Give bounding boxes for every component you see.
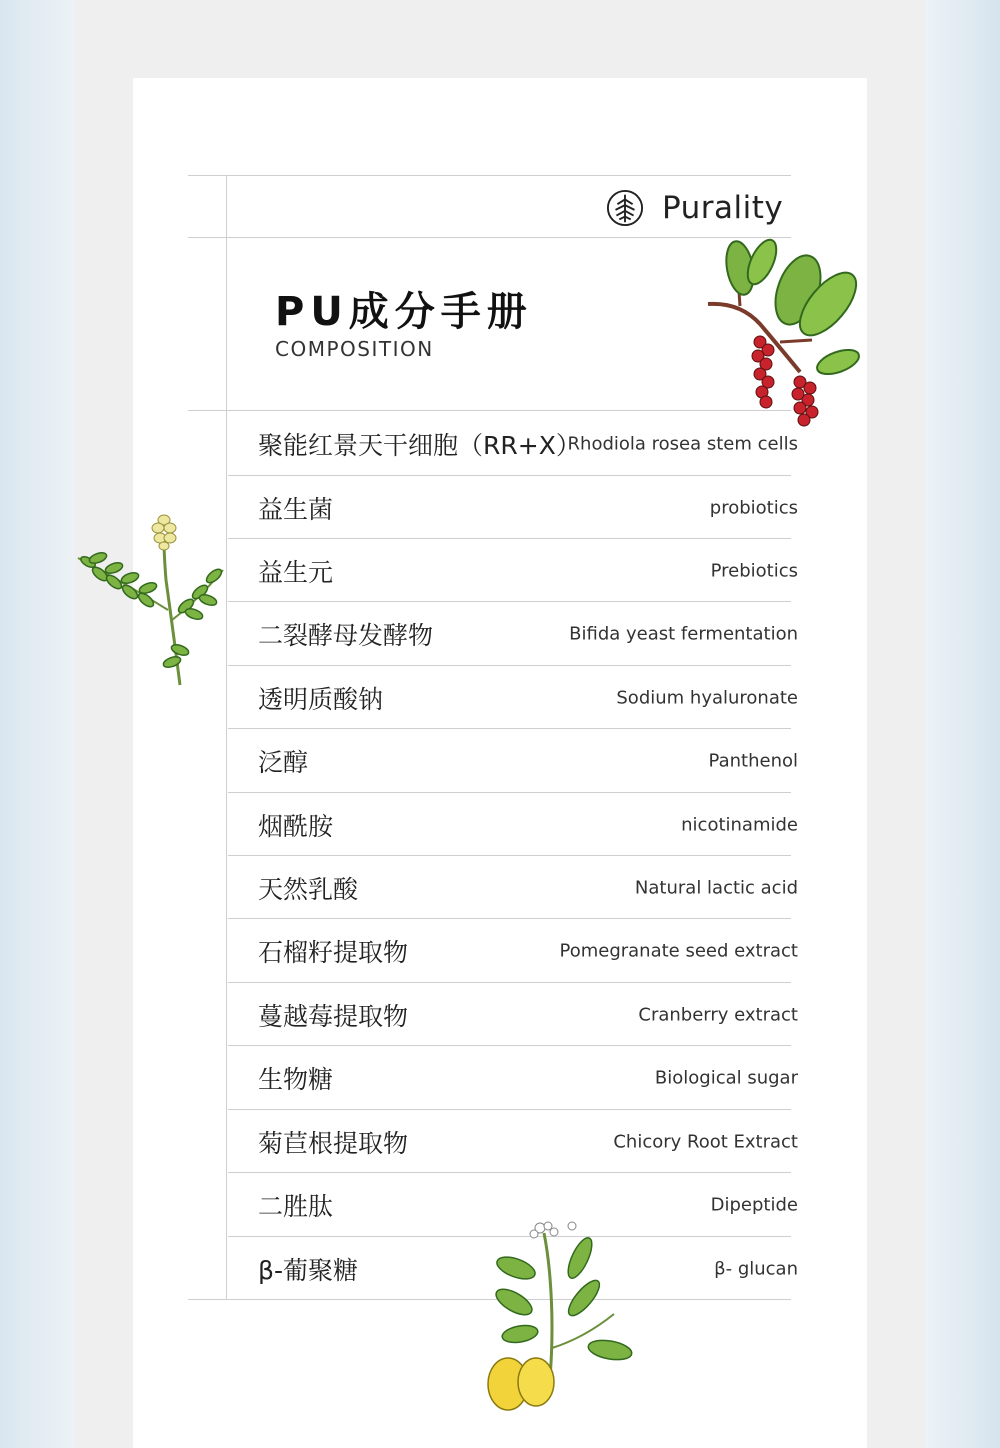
leaf-circle-icon — [606, 189, 644, 227]
herb-illustration — [68, 510, 228, 690]
ingredient-en: probiotics — [709, 497, 798, 518]
ingredient-en: Sodium hyaluronate — [616, 687, 798, 708]
lemon-branch-illustration — [484, 1218, 644, 1413]
ingredient-en: Pomegranate seed extract — [559, 940, 798, 961]
ingredient-row — [228, 983, 798, 1046]
ingredient-en: Biological sugar — [654, 1067, 798, 1088]
ingredient-row — [228, 919, 798, 982]
ingredient-row — [228, 476, 798, 539]
ingredient-cn: 石榴籽提取物 — [258, 937, 409, 967]
margin-line — [226, 175, 227, 1300]
ingredient-cn: 天然乳酸 — [258, 874, 359, 904]
ingredient-en: Cranberry extract — [638, 1004, 798, 1025]
ingredient-cn: 泛醇 — [258, 747, 309, 777]
ingredient-cn: 透明质酸钠 — [258, 684, 384, 714]
ingredient-cn: 聚能红景天干细胞（RR+X） — [258, 430, 581, 460]
berry-branch-illustration — [700, 232, 865, 432]
ingredient-row — [228, 602, 798, 665]
ingredient-en: Bifida yeast fermentation — [569, 623, 798, 644]
ingredient-cn: 二裂酵母发酵物 — [258, 620, 434, 650]
ingredient-en: Prebiotics — [710, 560, 798, 581]
brand — [606, 186, 783, 230]
ingredient-row — [228, 856, 798, 919]
ingredient-en: Panthenol — [708, 750, 798, 771]
ingredient-en: Natural lactic acid — [634, 877, 798, 898]
ingredient-cn: 二胜肽 — [258, 1191, 334, 1221]
divider-top — [188, 175, 791, 176]
ingredient-row — [228, 1046, 798, 1109]
ingredient-cn: 益生元 — [258, 557, 334, 587]
ingredient-en: Chicory Root Extract — [613, 1131, 798, 1152]
ingredient-row — [228, 793, 798, 856]
ingredient-cn: 菊苣根提取物 — [258, 1128, 409, 1158]
brand-name: Purality — [662, 190, 784, 226]
ingredient-cn: 益生菌 — [258, 494, 334, 524]
ingredient-row — [228, 729, 798, 792]
ingredient-en: Rhodiola rosea stem cells — [567, 433, 798, 454]
ingredient-row — [228, 539, 798, 602]
ingredient-row — [228, 1110, 798, 1173]
ingredient-en: β- glucan — [714, 1258, 798, 1279]
ingredient-row — [228, 666, 798, 729]
ingredient-cn: β-葡聚糖 — [258, 1255, 358, 1285]
ingredient-cn: 生物糖 — [258, 1064, 334, 1094]
ingredient-en: Dipeptide — [710, 1194, 798, 1215]
page-subtitle: COMPOSITION — [275, 337, 434, 361]
ingredient-en: nicotinamide — [681, 814, 798, 835]
page-title: PU成分手册 — [275, 289, 533, 335]
ingredient-cn: 蔓越莓提取物 — [258, 1001, 409, 1031]
ingredient-cn: 烟酰胺 — [258, 811, 334, 841]
